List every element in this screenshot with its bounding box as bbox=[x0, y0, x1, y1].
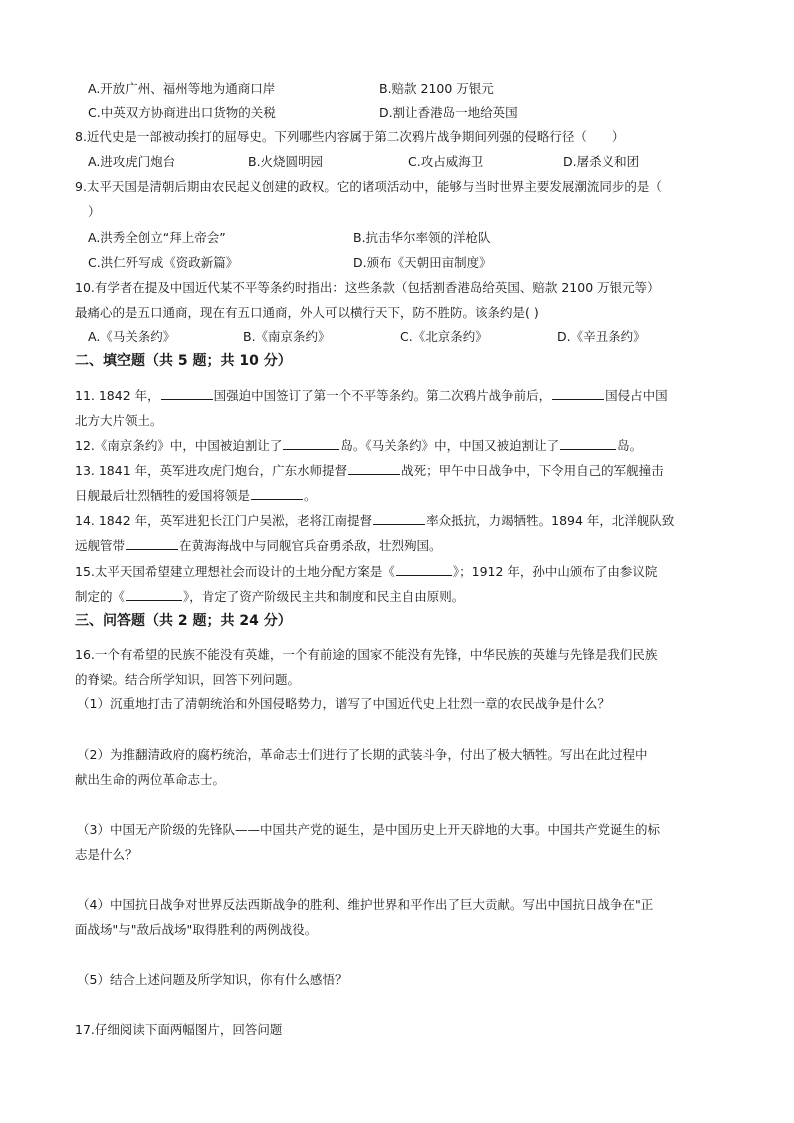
q13-text-1: 13. 1841 年，英军进攻虎门炮台，广东水师提督 bbox=[75, 463, 348, 478]
q16-sub1: （1）沉重地打击了清朝统治和外国侵略势力，谱写了中国近代史上壮烈一章的农民战争是什么？ bbox=[77, 696, 610, 711]
q15-blank-2[interactable] bbox=[126, 588, 182, 601]
q10-option-a[interactable]: A.《马关条约》 bbox=[88, 329, 176, 344]
q13-line1 bbox=[75, 462, 664, 480]
q11-text-2: 国强迫中国签订了第一个不平等条约。第二次鸦片战争前后， bbox=[213, 388, 552, 403]
q14-line2 bbox=[75, 537, 442, 555]
q14-text-3: 远舰管带 bbox=[75, 538, 126, 553]
q11-line1 bbox=[75, 387, 668, 405]
section-qa-title: 三、问答题（共 2 题；共 24 分） bbox=[75, 613, 292, 629]
q16-sub2-line2: 献出生命的两位革命志士。 bbox=[75, 772, 226, 787]
q8-option-c[interactable]: C.攻占威海卫 bbox=[408, 154, 484, 169]
q15-text-3: 制定的《 bbox=[75, 589, 126, 604]
q9-option-a[interactable]: A.洪秀全创立“拜上帝会” bbox=[88, 230, 226, 245]
q14-text-4: 在黄海海战中与同舰官兵奋勇杀敌，壮烈殉国。 bbox=[179, 538, 442, 553]
q9-option-d[interactable]: D.颁布《天朝田亩制度》 bbox=[353, 255, 492, 270]
q16-sub3-line1: （3）中国无产阶级的先锋队——中国共产党的诞生，是中国历史上开天辟地的大事。中国共产党诞生的标 bbox=[77, 822, 660, 837]
q11-line2: 北方大片领土。 bbox=[75, 413, 163, 428]
q9-stem-line1: 9.太平天国是清朝后期由农民起义创建的政权。它的诸项活动中，能够与当时世界主要发展潮流同步的是（ bbox=[75, 179, 662, 194]
q16-stem-line1: 16.一个有希望的民族不能没有英雄，一个有前途的国家不能没有先锋，中华民族的英雄与先锋是我们民族 bbox=[75, 647, 658, 662]
q16-sub2-line1: （2）为推翻清政府的腐朽统治，革命志士们进行了长期的武装斗争，付出了极大牺牲。写出在此过程中 bbox=[77, 747, 648, 762]
q10-option-b[interactable]: B.《南京条约》 bbox=[243, 329, 331, 344]
q13-line2 bbox=[75, 487, 317, 505]
q15-line1 bbox=[75, 563, 657, 581]
section-fill-in-title: 二、填空题（共 5 题；共 10 分） bbox=[75, 353, 292, 369]
q16-sub4-line2: 面战场"与"敌后战场"取得胜利的两例战役。 bbox=[75, 922, 318, 937]
q12-text-1: 12.《南京条约》中，中国被迫割让了 bbox=[75, 438, 283, 453]
q8-stem: 8.近代史是一部被动挨打的屈辱史。下列哪些内容属于第二次鸦片战争期间列强的侵略行径（ ） bbox=[75, 129, 625, 144]
q13-blank-1[interactable] bbox=[348, 462, 400, 475]
q12-blank-1[interactable] bbox=[283, 437, 339, 450]
q7-option-d[interactable]: D.割让香港岛一地给英国 bbox=[379, 105, 518, 120]
q8-option-b[interactable]: B.火烧圆明园 bbox=[248, 154, 324, 169]
q9-stem-line2: ） bbox=[88, 204, 101, 219]
q11-text-3: 国侵占中国 bbox=[605, 388, 668, 403]
q15-text-2: 》；1912 年，孙中山颁布了由参议院 bbox=[452, 564, 658, 579]
q7-option-c[interactable]: C.中英双方协商进出口货物的关税 bbox=[88, 105, 276, 120]
q8-option-a[interactable]: A.进攻虎门炮台 bbox=[88, 154, 176, 169]
q17-stem: 17.仔细阅读下面两幅图片，回答问题 bbox=[75, 1022, 283, 1037]
q13-blank-2[interactable] bbox=[251, 487, 303, 500]
q14-blank-2[interactable] bbox=[126, 537, 178, 550]
q16-stem-line2: 的脊梁。结合所学知识，回答下列问题。 bbox=[75, 672, 301, 687]
q9-option-c[interactable]: C.洪仁歼写成《资政新篇》 bbox=[88, 255, 239, 270]
q10-option-d[interactable]: D.《辛丑条约》 bbox=[557, 329, 646, 344]
q16-sub5: （5）结合上述问题及所学知识，你有什么感悟？ bbox=[77, 972, 348, 987]
q8-option-d[interactable]: D.屠杀义和团 bbox=[563, 154, 640, 169]
q16-sub4-line1: （4）中国抗日战争对世界反法西斯战争的胜利、维护世界和平作出了巨大贡献。写出中国抗日战争在"正 bbox=[77, 897, 654, 912]
q13-text-4: 。 bbox=[304, 488, 317, 503]
q14-text-2: 率众抵抗，力竭牺牲。1894 年，北洋舰队致 bbox=[426, 513, 675, 528]
q15-text-4: 》，肯定了资产阶级民主共和制度和民主自由原则。 bbox=[183, 589, 465, 604]
q14-line1 bbox=[75, 512, 674, 530]
q11-text-1: 11. 1842 年， bbox=[75, 388, 160, 403]
q12-text-2: 岛。《马关条约》中，中国又被迫割让了 bbox=[340, 438, 560, 453]
q10-stem-line1: 10.有学者在提及中国近代某不平等条约时指出：这些条款（包括割香港岛给英国、赔款 2100 万银元等） bbox=[75, 280, 660, 295]
q12-blank-2[interactable] bbox=[560, 437, 616, 450]
q10-stem-line2: 最痛心的是五口通商，现在有五口通商，外人可以横行天下，防不胜防。该条约是( ) bbox=[75, 305, 539, 320]
q9-option-b[interactable]: B.抗击华尔率领的洋枪队 bbox=[353, 230, 491, 245]
q15-text-1: 15.太平天国希望建立理想社会而设计的土地分配方案是《 bbox=[75, 564, 395, 579]
q12-line bbox=[75, 437, 642, 455]
q10-option-c[interactable]: C.《北京条约》 bbox=[400, 329, 488, 344]
q14-text-1: 14. 1842 年，英军进犯长江门户吴淞，老将江南提督 bbox=[75, 513, 373, 528]
q16-sub3-line2: 志是什么？ bbox=[75, 847, 138, 862]
q15-blank-1[interactable] bbox=[396, 563, 452, 576]
q7-option-b[interactable]: B.赔款 2100 万银元 bbox=[379, 81, 494, 96]
q7-option-a[interactable]: A.开放广州、福州等地为通商口岸 bbox=[88, 81, 276, 96]
q11-blank-1[interactable] bbox=[161, 387, 213, 400]
q12-text-3: 岛。 bbox=[617, 438, 643, 453]
q13-text-3: 日舰最后壮烈牺牲的爱国将领是 bbox=[75, 488, 251, 503]
q11-blank-2[interactable] bbox=[552, 387, 604, 400]
q13-text-2: 战死；甲午中日战争中，下令用自己的军舰撞击 bbox=[401, 463, 664, 478]
q15-line2 bbox=[75, 588, 464, 606]
q14-blank-1[interactable] bbox=[373, 512, 425, 525]
